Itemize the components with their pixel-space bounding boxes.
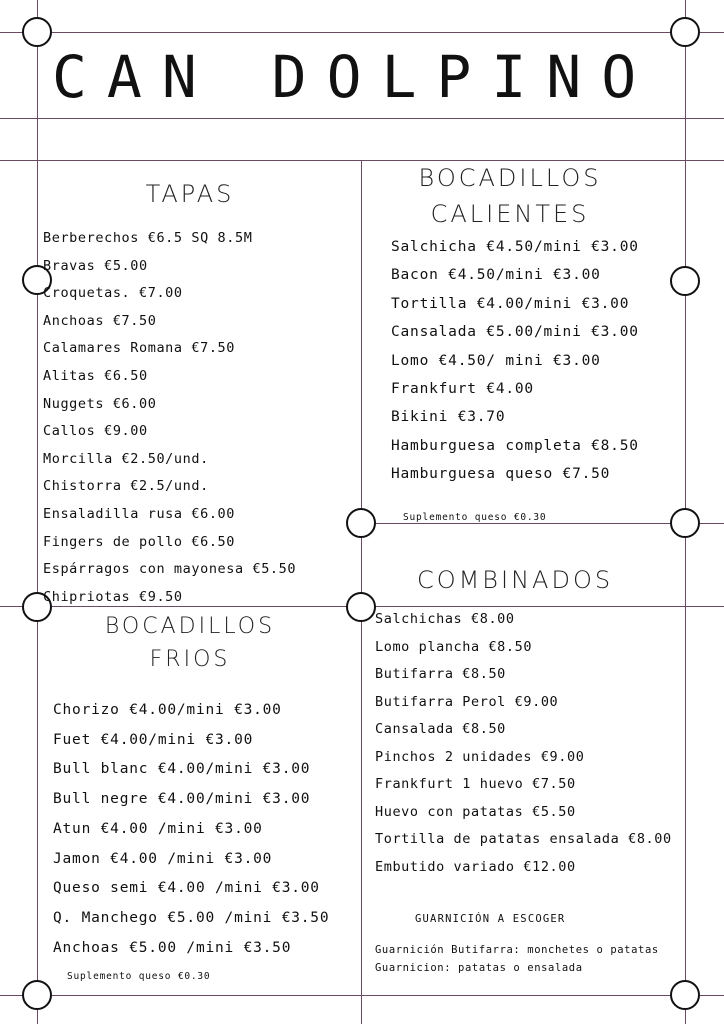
calientes-item: Hamburguesa queso €7.50 <box>391 466 611 483</box>
frios-item: Jamon €4.00 /mini €3.00 <box>53 850 273 867</box>
combinados-list <box>375 606 672 881</box>
tapas-item: Morcilla €2.50/und. <box>43 450 209 467</box>
calientes-list <box>391 233 639 489</box>
frios-item: Atun €4.00 /mini €3.00 <box>53 820 263 837</box>
ring-decoration-right-upper <box>670 266 700 296</box>
tapas-item: Bravas €5.00 <box>43 257 148 274</box>
calientes-item: Hamburguesa completa €8.50 <box>391 437 639 454</box>
calientes-heading-line2: CALIENTES <box>430 200 590 228</box>
ring-decoration-bottom-left <box>22 980 52 1010</box>
grid-line-bottom <box>0 995 724 996</box>
tapas-item: Calamares Romana €7.50 <box>43 340 236 357</box>
ring-decoration-right-middle <box>670 508 700 538</box>
tapas-item: Espárragos con mayonesa €5.50 <box>43 561 297 578</box>
calientes-suplemento: Suplemento queso €0.30 <box>403 512 547 523</box>
calientes-item: Lomo €4.50/ mini €3.00 <box>391 352 601 369</box>
combinados-item: Butifarra Perol €9.00 <box>375 693 559 710</box>
tapas-heading: TAPAS <box>145 180 235 208</box>
tapas-item: Fingers de pollo €6.50 <box>43 533 236 550</box>
ring-decoration-center <box>346 508 376 538</box>
frios-item: Bull blanc €4.00/mini €3.00 <box>53 761 311 778</box>
tapas-item: Chipriotas €9.50 <box>43 588 183 605</box>
grid-line-top <box>0 32 724 33</box>
combinados-item: Salchichas €8.00 <box>375 611 515 627</box>
guarnicion-heading: GUARNICIÓN A ESCOGER <box>415 913 566 925</box>
tapas-item: Chistorra €2.5/und. <box>43 478 209 495</box>
frios-list <box>53 696 329 963</box>
frios-item: Anchoas €5.00 /mini €3.50 <box>53 939 292 956</box>
tapas-item: Anchoas €7.50 <box>43 312 157 329</box>
tapas-item: Alitas €6.50 <box>43 367 148 384</box>
grid-line-title-bottom <box>0 118 724 119</box>
frios-item: Q. Manchego €5.00 /mini €3.50 <box>53 909 330 926</box>
combinados-item: Frankfurt 1 huevo €7.50 <box>375 776 576 792</box>
calientes-item: Tortilla €4.00/mini €3.00 <box>391 295 630 312</box>
tapas-item: Croquetas. €7.00 <box>43 285 183 302</box>
calientes-item: Cansalada €5.00/mini €3.00 <box>391 324 639 341</box>
ring-decoration-center-lower <box>346 592 376 622</box>
combinados-item: Cansalada €8.50 <box>375 721 506 737</box>
combinados-item: Butifarra €8.50 <box>375 666 506 682</box>
ring-decoration-bottom-right <box>670 980 700 1010</box>
tapas-item: Nuggets €6.00 <box>43 395 157 412</box>
frios-heading-line2: FRIOS <box>149 647 231 672</box>
frios-suplemento: Suplemento queso €0.30 <box>67 971 211 982</box>
frios-item: Queso semi €4.00 /mini €3.00 <box>53 880 320 897</box>
frios-item: Chorizo €4.00/mini €3.00 <box>53 702 282 718</box>
combinados-heading: COMBINADOS <box>416 566 614 594</box>
restaurant-title: CAN DOLPINO <box>52 43 657 111</box>
calientes-heading-line1: BOCADILLOS <box>418 164 602 192</box>
calientes-item: Frankfurt €4.00 <box>391 381 534 398</box>
combinados-item: Huevo con patatas €5.50 <box>375 803 576 820</box>
grid-line-left <box>37 0 38 1024</box>
guarnicion-line-2: Guarnicion: patatas o ensalada <box>375 962 583 974</box>
tapas-list <box>43 225 296 611</box>
tapas-item: Callos €9.00 <box>43 423 148 440</box>
combinados-item: Tortilla de patatas ensalada €8.00 <box>375 831 672 847</box>
combinados-item: Embutido variado €12.00 <box>375 858 576 875</box>
grid-line-header <box>0 160 724 161</box>
calientes-item: Bikini €3.70 <box>391 409 506 426</box>
calientes-item: Salchicha €4.50/mini €3.00 <box>391 239 639 255</box>
guarnicion-line-1: Guarnición Butifarra: monchetes o patatas <box>375 944 659 956</box>
frios-heading-line1: BOCADILLOS <box>104 614 276 639</box>
calientes-item: Bacon €4.50/mini €3.00 <box>391 267 601 284</box>
combinados-item: Lomo plancha €8.50 <box>375 638 533 655</box>
frios-item: Fuet €4.00/mini €3.00 <box>53 731 254 748</box>
ring-decoration-top-left <box>22 17 52 47</box>
tapas-item: Ensaladilla rusa €6.00 <box>43 505 236 522</box>
frios-item: Bull negre €4.00/mini €3.00 <box>53 791 311 808</box>
tapas-item: Berberechos €6.5 SQ 8.5M <box>43 230 253 246</box>
combinados-item: Pinchos 2 unidades €9.00 <box>375 748 585 765</box>
